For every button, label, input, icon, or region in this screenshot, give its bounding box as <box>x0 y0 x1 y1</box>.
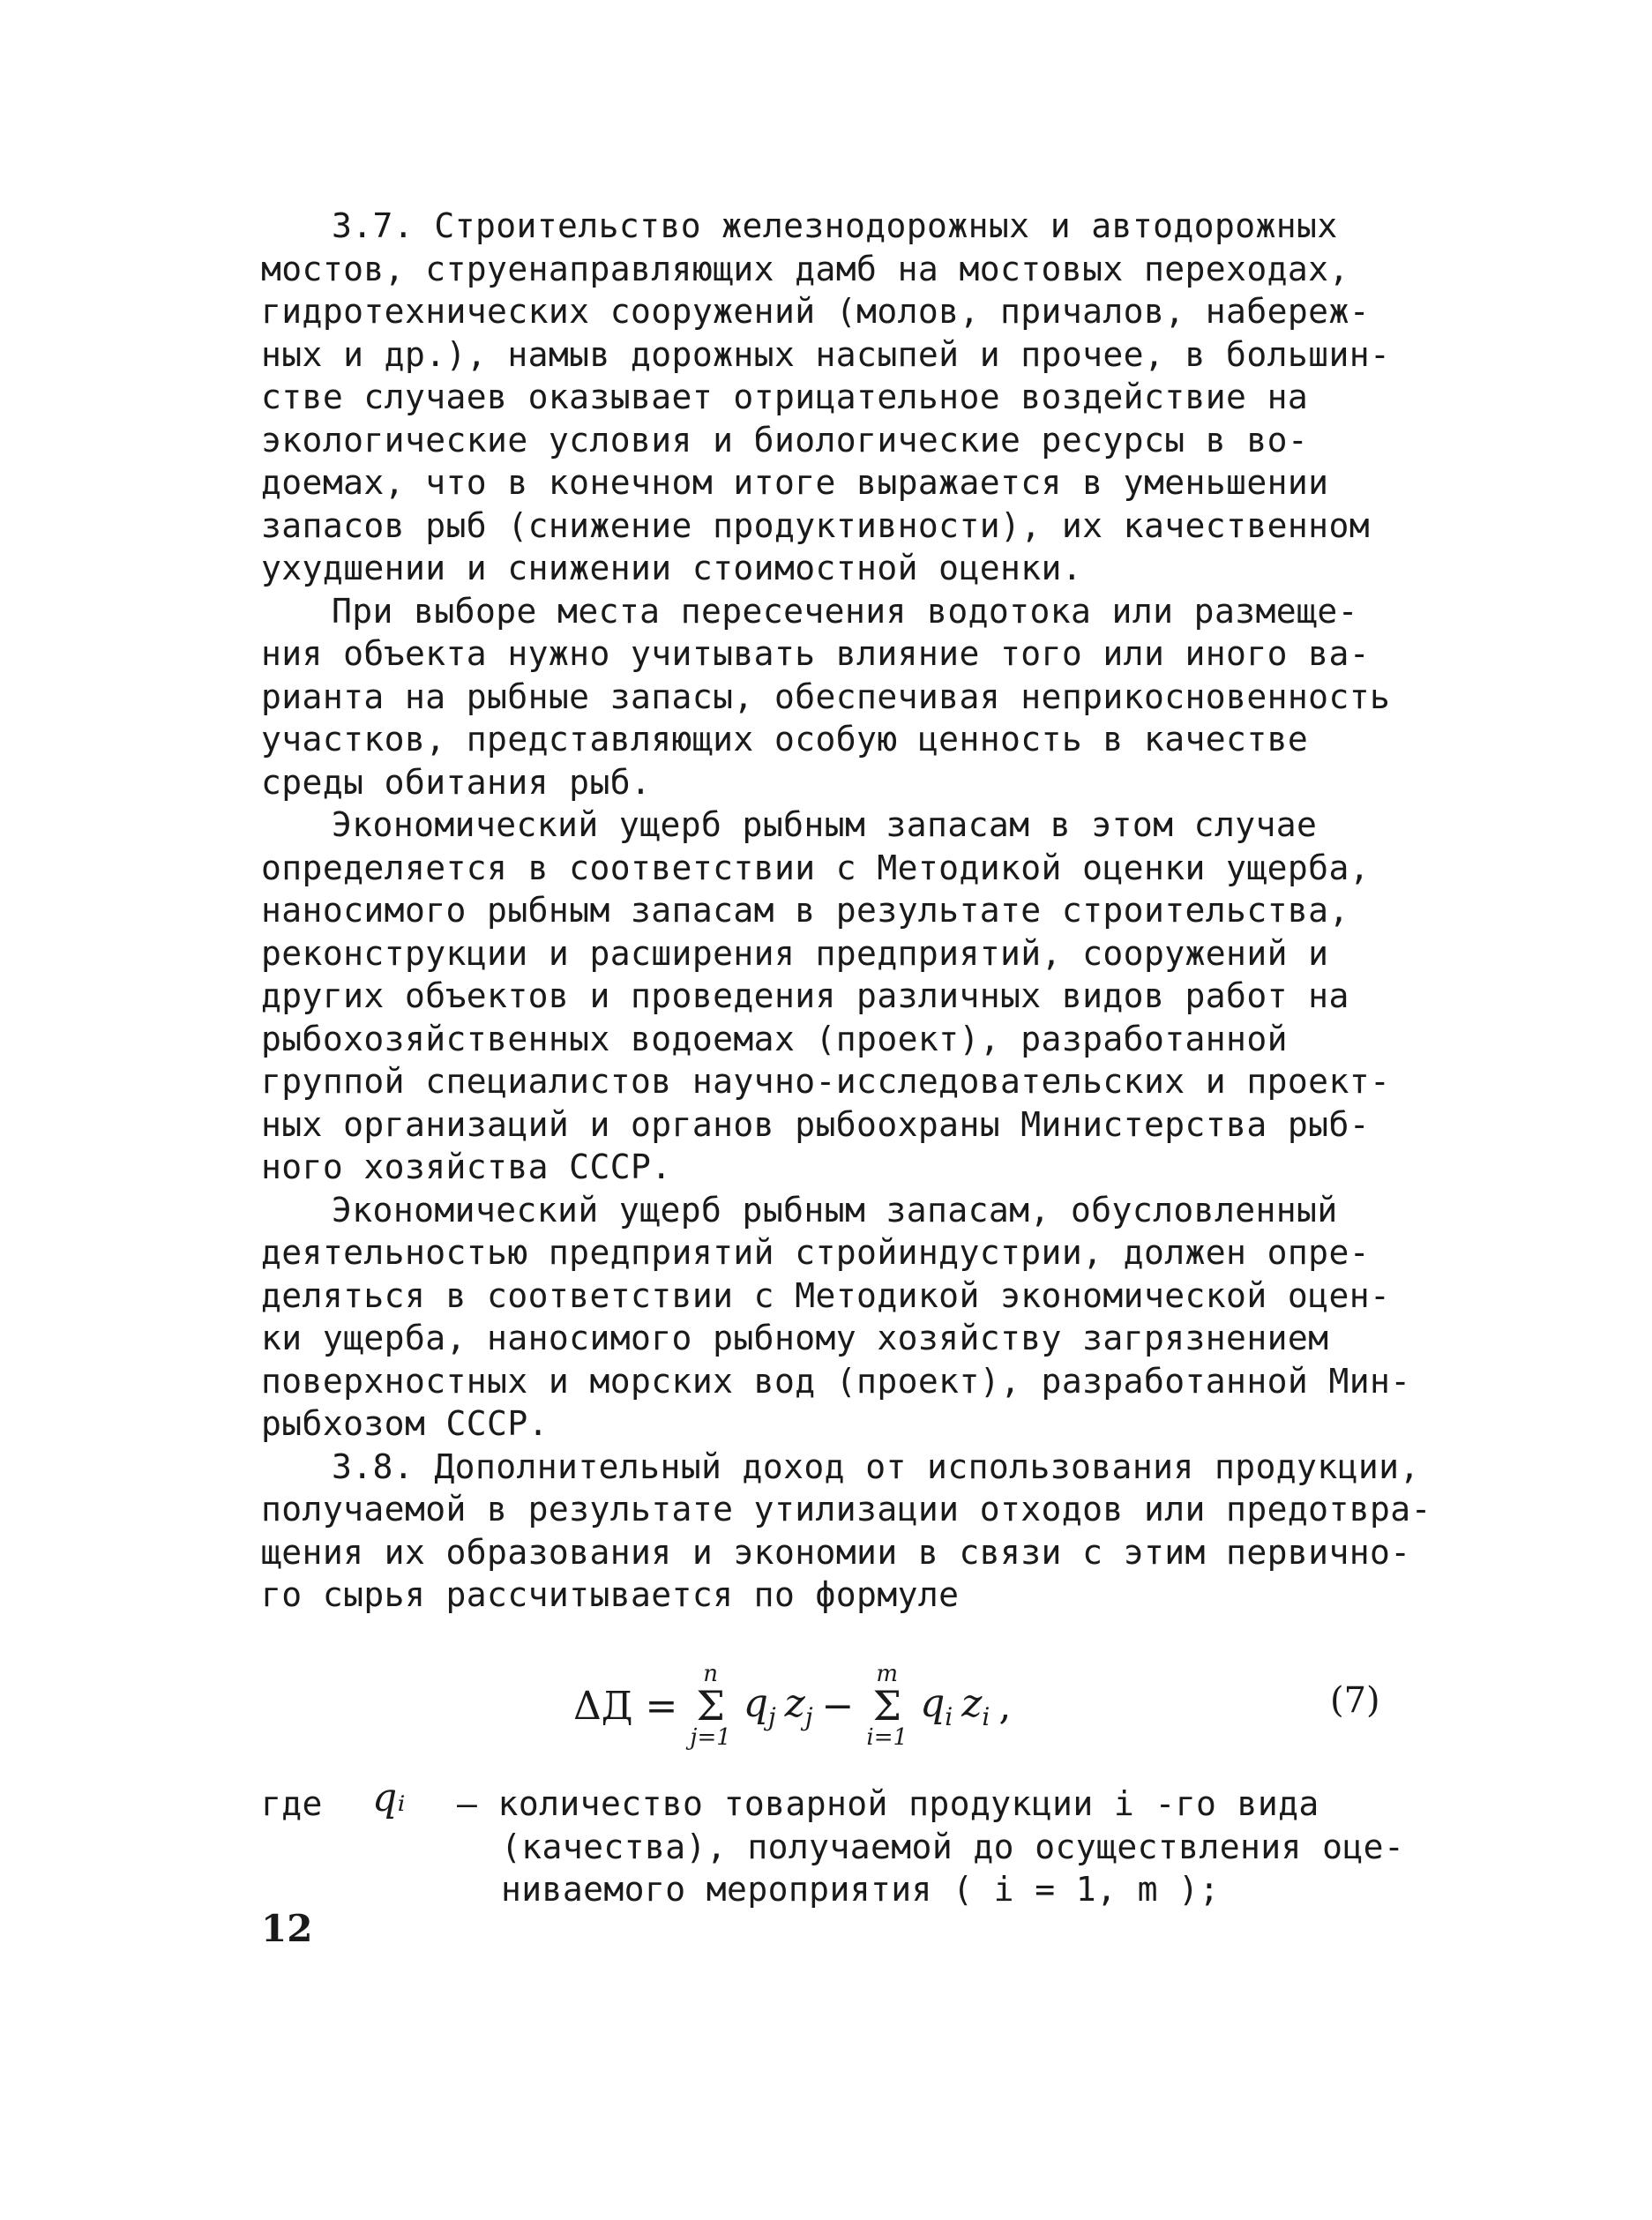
text-line: поверхностных и морских вод (проект), разработанной Мин- <box>261 1361 1411 1401</box>
text-line: рианта на рыбные запасы, обеспечивая неприкосновенность <box>261 676 1391 716</box>
text-line: ния объекта нужно учитывать влияние того или иного ва- <box>261 634 1371 673</box>
paragraph-3-8 <box>261 1446 1505 1617</box>
text-line: стве случаев оказывает отрицательное воздействие на <box>261 377 1309 416</box>
text-line: рыбохозяйственных водоемах (проект), разработанной <box>261 1019 1288 1058</box>
text-line: Экономический ущерб рыбным запасам, обусловленный <box>332 1190 1338 1230</box>
where-definition <box>457 1783 1515 1911</box>
paragraph-construction-industry <box>261 1189 1505 1446</box>
paragraph-damage-method <box>261 804 1505 1189</box>
sigma-glyph: Σ <box>696 1682 725 1730</box>
formula-7 <box>573 1663 1011 1749</box>
text-line: наносимого рыбным запасам в результате строительства, <box>261 891 1349 930</box>
text-line: ного хозяйства СССР. <box>261 1147 672 1186</box>
text-line: других объектов и проведения различных видов работ на <box>261 976 1349 1015</box>
formula-trailing-comma: , <box>998 1683 1012 1729</box>
text-line: мостов, струенаправляющих дамб на мостовых переходах, <box>261 249 1349 288</box>
where-symbol: qᵢ <box>372 1775 406 1820</box>
text-line: щения их образования и экономии в связи с этим первично- <box>261 1532 1411 1572</box>
text-line: определяется в соответствии с Методикой оценки ущерба, <box>261 848 1371 887</box>
text-line: ниваемого мероприятия ( i = 1, m ); <box>501 1870 1220 1909</box>
page-number: 12 <box>261 1907 313 1950</box>
sum-lower-limit: j=1 <box>690 1724 731 1751</box>
text-line: группой специалистов научно-исследовательских и проект- <box>261 1062 1391 1101</box>
text-line: деляться в соответствии с Методикой экономической оцен- <box>261 1275 1391 1315</box>
paragraph-crossing <box>261 590 1505 804</box>
term-zj: $z_j$ <box>784 1680 813 1731</box>
text-line: Экономический ущерб рыбным запасам в этом случае <box>332 805 1318 844</box>
text-line: запасов рыб (снижение продуктивности), их качественном <box>261 505 1371 545</box>
text-line: деятельностью предприятий стройиндустрии, должен опре- <box>261 1233 1371 1272</box>
text-line: (качества), получаемой до осуществления оце- <box>501 1827 1405 1866</box>
sum-upper-limit: m <box>876 1661 899 1687</box>
minus-sign: − <box>821 1683 855 1729</box>
text-line: рыбхозом СССР. <box>261 1404 549 1443</box>
text-line: гидротехнических сооружений (молов, причалов, набереж- <box>261 292 1371 331</box>
text-line: ных организаций и органов рыбоохраны Министерства рыб- <box>261 1104 1371 1144</box>
text-line: ных и др.), намыв дорожных насыпей и прочее, в большин- <box>261 334 1391 374</box>
text-line: доемах, что в конечном итоге выражается в уменьшении <box>261 463 1329 502</box>
body-text <box>261 205 1505 1617</box>
text-line: 3.8. Дополнительный доход от использования продукции, <box>332 1446 1420 1486</box>
term-qj: $q_j$ <box>743 1680 776 1731</box>
sigma-glyph: Σ <box>872 1682 901 1730</box>
formula-lhs: ΔД = <box>573 1683 678 1729</box>
sum-lower-limit: i=1 <box>866 1724 908 1751</box>
term-qi: $q_i$ <box>920 1680 953 1731</box>
text-line: При выборе места пересечения водотока или размеще- <box>332 591 1358 631</box>
text-line: реконструкции и расширения предприятий, сооружений и <box>261 933 1329 973</box>
sum-symbol-i <box>866 1663 908 1749</box>
text-line: получаемой в результате утилизации отходов или предотвра- <box>261 1490 1431 1529</box>
sum-symbol-j <box>690 1663 730 1749</box>
text-line: 3.7. Строительство железнодорожных и автодорожных <box>332 206 1338 245</box>
text-line: ухудшении и снижении стоимостной оценки. <box>261 549 1083 587</box>
text-line: участков, представляющих особую ценность в качестве <box>261 720 1309 759</box>
text-line: экологические условия и биологические ресурсы в во- <box>261 420 1309 460</box>
text-line: ки ущерба, наносимого рыбному хозяйству загрязнением <box>261 1319 1329 1357</box>
text-line: го сырья рассчитывается по формуле <box>261 1575 960 1614</box>
paragraph-3-7 <box>261 205 1505 590</box>
text-line: – количество товарной продукции i -го вида <box>457 1784 1319 1823</box>
equation-number: (7) <box>1330 1680 1380 1721</box>
sum-upper-limit: n <box>703 1661 718 1687</box>
term-zi: $z_i$ <box>961 1680 990 1731</box>
where-label: где <box>261 1784 323 1823</box>
text-line: среды обитания рыб. <box>261 762 652 802</box>
